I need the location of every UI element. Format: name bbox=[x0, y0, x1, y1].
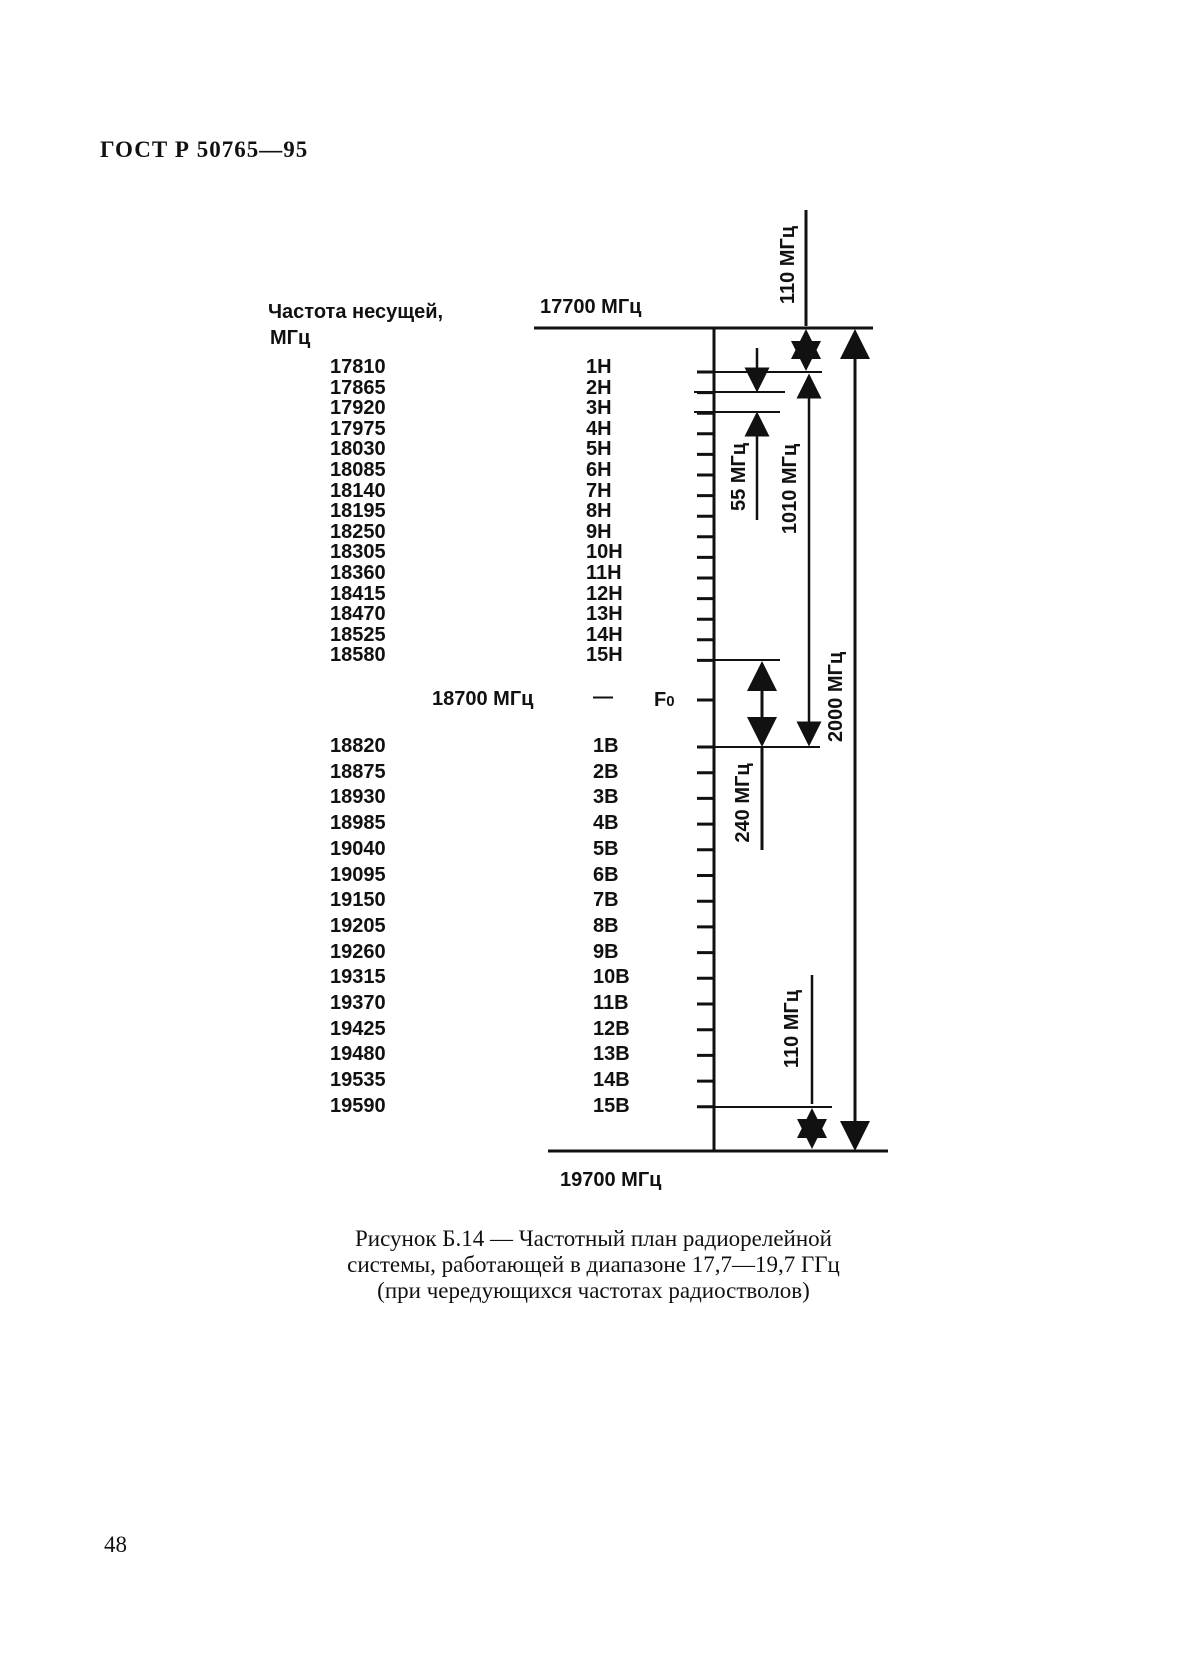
channel-frequency: 17920 bbox=[330, 397, 386, 420]
channel-label: 11Н bbox=[586, 562, 622, 584]
channel-frequency: 18415 bbox=[330, 582, 386, 605]
channel-label: 3Н bbox=[586, 397, 612, 420]
channel-label: 7Н bbox=[586, 479, 612, 502]
channel-frequency: 18305 bbox=[330, 541, 386, 564]
top-110-mhz-label: 110 МГц bbox=[777, 225, 799, 305]
channel-label: 10Н bbox=[586, 541, 623, 564]
channel-frequency: 18525 bbox=[330, 623, 386, 646]
channel-frequency: 18875 bbox=[330, 760, 386, 783]
figure-caption-line1: Рисунок Б.14 — Частотный план радиорелейной bbox=[355, 1226, 832, 1251]
channel-frequency: 17975 bbox=[330, 417, 386, 440]
center-f0-label: F0 bbox=[654, 689, 675, 711]
channel-label: 2Н bbox=[586, 376, 612, 399]
channel-label: 3В bbox=[593, 786, 619, 809]
bottom-110-mhz-label: 110 МГц bbox=[781, 989, 803, 1069]
channel-frequency: 19425 bbox=[330, 1017, 386, 1040]
channel-label: 6В bbox=[593, 863, 619, 886]
channel-frequency: 17810 bbox=[330, 356, 386, 378]
channel-label: 15Н bbox=[586, 644, 623, 667]
channel-label: 1В bbox=[593, 735, 619, 757]
top-frequency-label: 17700 МГц bbox=[540, 296, 642, 318]
channel-label: 7В bbox=[593, 889, 619, 912]
d2000-mhz-label: 2000 МГц bbox=[825, 651, 847, 743]
channel-label: 5В bbox=[593, 837, 619, 860]
figure-caption-line2: системы, работающей в диапазоне 17,7—19,7 ГГц bbox=[347, 1252, 840, 1277]
d1010-mhz-label: 1010 МГц bbox=[779, 443, 801, 535]
channel-label: 1Н bbox=[586, 356, 612, 378]
channel-frequency: 19150 bbox=[330, 889, 386, 912]
d240-mhz-label: 240 МГц bbox=[732, 763, 754, 843]
channel-frequency: 19095 bbox=[330, 863, 386, 886]
channel-label: 14Н bbox=[586, 623, 623, 646]
figure-caption-line3: (при чередующихся частотах радиостволов) bbox=[377, 1278, 810, 1303]
page-number: 48 bbox=[104, 1532, 127, 1557]
channel-label: 9В bbox=[593, 940, 619, 963]
channel-frequency: 18140 bbox=[330, 479, 386, 502]
channel-frequency: 19260 bbox=[330, 940, 386, 963]
channel-label: 9Н bbox=[586, 520, 612, 543]
channel-frequency: 19535 bbox=[330, 1069, 386, 1092]
channel-ticks bbox=[697, 372, 714, 1107]
channel-frequency: 19315 bbox=[330, 966, 386, 989]
channel-frequency: 18030 bbox=[330, 438, 386, 461]
channel-frequency: 18470 bbox=[330, 603, 386, 626]
channel-frequency: 18250 bbox=[330, 520, 386, 543]
channel-frequency: 18580 bbox=[330, 644, 386, 667]
channel-frequency: 19370 bbox=[330, 992, 386, 1014]
document-header: ГОСТ Р 50765—95 bbox=[100, 137, 309, 162]
channel-label: 8Н bbox=[586, 500, 612, 523]
channel-label: 10В bbox=[593, 966, 630, 989]
column-label-line1: Частота несущей, bbox=[268, 301, 444, 323]
column-label-line2: МГц bbox=[270, 327, 311, 349]
channel-frequency: 18985 bbox=[330, 812, 386, 835]
channel-label: 11В bbox=[593, 992, 629, 1014]
center-dash: — bbox=[593, 686, 613, 708]
channel-label: 15В bbox=[593, 1094, 630, 1117]
channel-label: 6Н bbox=[586, 459, 612, 481]
channel-frequency: 19590 bbox=[330, 1094, 386, 1117]
channel-frequency: 18930 bbox=[330, 786, 386, 809]
channel-frequency: 19205 bbox=[330, 914, 386, 937]
bottom-frequency-label: 19700 МГц bbox=[560, 1169, 662, 1191]
channel-frequency: 18820 bbox=[330, 735, 386, 757]
channel-label: 5Н bbox=[586, 438, 612, 461]
channel-frequency: 18360 bbox=[330, 562, 386, 584]
channel-label: 2В bbox=[593, 760, 619, 783]
channel-frequency: 18195 bbox=[330, 500, 386, 523]
channel-frequency: 17865 bbox=[330, 376, 386, 399]
channel-label: 12Н bbox=[586, 582, 623, 605]
channel-frequency: 19480 bbox=[330, 1043, 386, 1066]
channel-label: 13В bbox=[593, 1043, 630, 1066]
channel-label: 12В bbox=[593, 1017, 630, 1040]
channel-label: 4Н bbox=[586, 417, 612, 440]
channel-label: 8В bbox=[593, 914, 619, 937]
d55-mhz-label: 55 МГц bbox=[728, 442, 750, 512]
center-frequency-label: 18700 МГц bbox=[432, 688, 534, 710]
channel-label: 14В bbox=[593, 1069, 630, 1092]
channel-frequency: 18085 bbox=[330, 459, 386, 481]
channel-frequency: 19040 bbox=[330, 837, 386, 860]
channel-label: 4В bbox=[593, 812, 619, 835]
channel-label: 13Н bbox=[586, 603, 623, 626]
